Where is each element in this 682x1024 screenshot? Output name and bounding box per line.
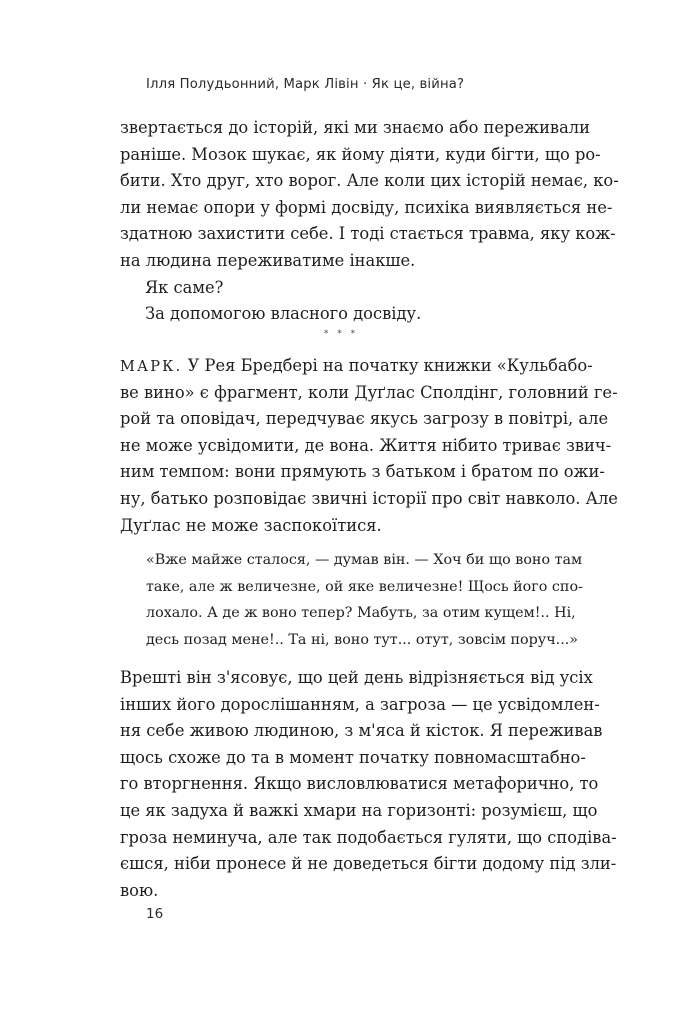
block-quote xyxy=(146,547,583,653)
text-line: рой та оповідач, передчуває якусь загрозу в повітрі, але xyxy=(120,409,609,429)
text-line: щось схоже до та в момент початку повномасштабно- xyxy=(120,747,586,767)
text-line: не може усвідомити, де вона. Життя нібито триває звич- xyxy=(120,435,612,455)
speaker-name: МАРК. xyxy=(120,359,183,375)
quote-line: десь позад мене!.. Та ні, воно тут... отут, зовсім поруч...» xyxy=(146,631,579,648)
quote-line: таке, але ж величезне, ой яке величезне! Щось його спо- xyxy=(146,578,583,595)
quote-line: «Вже майже сталося, — думав він. — Хоч би що воно там xyxy=(146,552,583,568)
text-line: на людина переживатиме інакше. xyxy=(120,250,416,270)
text-line: Врешті він з'ясовує, що цей день відрізняється від усіх xyxy=(120,668,593,687)
text-line: ве вино» є фрагмент, коли Дуґлас Сполдінг, головний ге- xyxy=(120,382,618,402)
text-line: ну, батько розповідає звичні історії про світ навколо. Але xyxy=(120,488,618,508)
text-line: ли немає опори у формі досвіду, психіка виявляється не- xyxy=(120,197,613,217)
text-line: бити. Хто друг, хто ворог. Але коли цих історій немає, ко- xyxy=(120,171,619,191)
text-line: раніше. Мозок шукає, як йому діяти, куди бігти, що ро- xyxy=(120,144,601,164)
text-line: це як задуха й важкі хмари на горизонті: розумієш, що xyxy=(120,800,598,820)
text-line: здатною захистити себе. І тоді стається травма, яку кож- xyxy=(120,224,616,244)
dialogue-line: Як саме? xyxy=(145,277,224,297)
running-head: Ілля Полудьонний, Марк Лівін · Як це, війна? xyxy=(146,77,465,92)
text-line: вою. xyxy=(120,880,159,900)
text-line: го вторгнення. Якщо висловлюватися метафорично, то xyxy=(120,774,599,794)
text-line xyxy=(120,353,593,380)
text-span: У Рея Бредбері на початку книжки «Кульбабо- xyxy=(187,356,593,375)
text-line: єшся, ніби пронесе й не доведеться бігти додому під зли- xyxy=(120,854,617,874)
page-number: 16 xyxy=(146,906,164,922)
text-line: Дуґлас не може заспокоїтися. xyxy=(120,515,382,535)
text-line: інших його дорослішанням, а загроза — це усвідомлен- xyxy=(120,694,600,714)
text-line: ня себе живою людиною, з м'яса й кісток. Я переживав xyxy=(120,721,603,741)
paragraph-mark xyxy=(120,353,618,539)
text-line: ним темпом: вони прямують з батьком і братом по ожи- xyxy=(120,462,605,482)
paragraph-intro xyxy=(120,115,619,328)
section-separator: * * * xyxy=(323,329,359,339)
dialogue-line: За допомогою власного досвіду. xyxy=(145,304,422,324)
quote-line: лохало. А де ж воно тепер? Мабуть, за отим кущем!.. Ні, xyxy=(146,605,576,622)
text-line: звертається до історій, які ми знаємо або переживали xyxy=(120,118,590,137)
paragraph-conclusion xyxy=(120,665,617,904)
text-line: гроза неминуча, але так подобається гуляти, що сподіва- xyxy=(120,827,617,847)
